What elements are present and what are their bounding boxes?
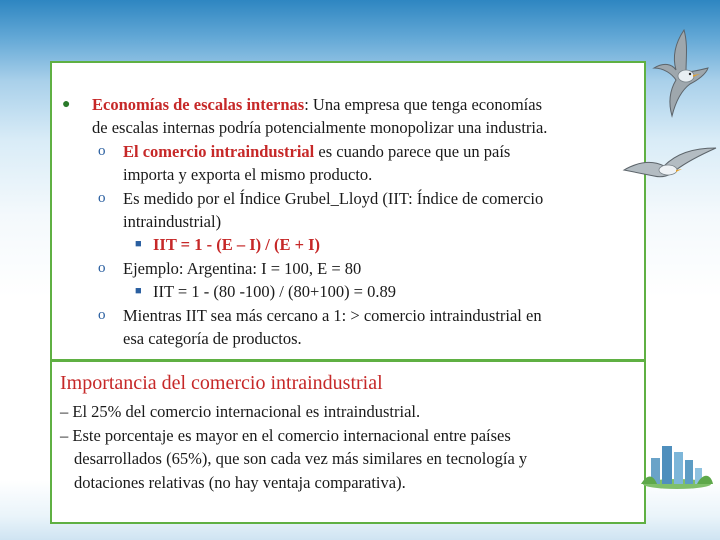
term-economias: Economías de escalas internas bbox=[92, 95, 305, 114]
sub-continuation: esa categoría de productos. bbox=[123, 329, 302, 349]
bottom-section bbox=[52, 362, 644, 494]
example-formula: IIT = 1 - (80 -100) / (80+100) = 0.89 bbox=[153, 282, 396, 302]
seagull-icon bbox=[622, 140, 718, 186]
point-continuation: dotaciones relativas (no hay ventaja comparativa). bbox=[74, 472, 406, 492]
bullet-continuation: de escalas internas podría potencialmente monopolizar una industria. bbox=[92, 118, 548, 138]
example-formula-item bbox=[58, 280, 638, 303]
sub-bullet-comercio bbox=[58, 140, 638, 163]
section-heading: Importancia del comercio intraindustrial bbox=[60, 372, 383, 394]
bullet-economias bbox=[58, 93, 638, 116]
sub-text: es cuando parece que un país bbox=[314, 141, 511, 161]
term-comercio: El comercio intraindustrial bbox=[123, 141, 315, 161]
sub-text: Ejemplo: Argentina: I = 100, E = 80 bbox=[123, 258, 362, 278]
square-bullet-icon: ■ bbox=[135, 285, 142, 298]
point-25: – El 25% del comercio internacional es intraindustrial. bbox=[60, 402, 421, 421]
sub-bullet-ejemplo bbox=[58, 257, 638, 280]
sub-continuation: importa y exporta el mismo producto. bbox=[123, 165, 373, 185]
top-section bbox=[52, 63, 644, 359]
circle-bullet-icon: o bbox=[98, 142, 106, 159]
sub-text: Mientras IIT sea más cercano a 1: > comercio intraindustrial en bbox=[123, 305, 542, 325]
point-65: – Este porcentaje es mayor en el comercio internacional entre países bbox=[60, 425, 511, 445]
circle-bullet-icon: o bbox=[98, 306, 106, 323]
seagull-icon bbox=[646, 28, 712, 120]
city-icon bbox=[637, 440, 717, 490]
circle-bullet-icon: o bbox=[98, 259, 106, 276]
square-bullet-icon: ■ bbox=[135, 238, 142, 251]
sub-continuation: intraindustrial) bbox=[123, 212, 222, 232]
point-continuation: desarrollados (65%), que son cada vez más similares en tecnología y bbox=[74, 449, 528, 468]
formula: IIT = 1 - (E – I) / (E + I) bbox=[153, 235, 321, 255]
bullet-text: : Una empresa que tenga economías bbox=[304, 95, 543, 114]
circle-bullet-icon: o bbox=[98, 189, 106, 206]
sub-bullet-indice bbox=[58, 187, 638, 210]
sub-bullet-mientras bbox=[58, 304, 638, 327]
sub-text: Es medido por el Índice Grubel_Lloyd (IIT: Índice de comercio bbox=[123, 188, 544, 208]
formula-item bbox=[58, 233, 638, 256]
bullet-dot-icon: ● bbox=[62, 97, 71, 112]
content-box bbox=[50, 61, 646, 524]
